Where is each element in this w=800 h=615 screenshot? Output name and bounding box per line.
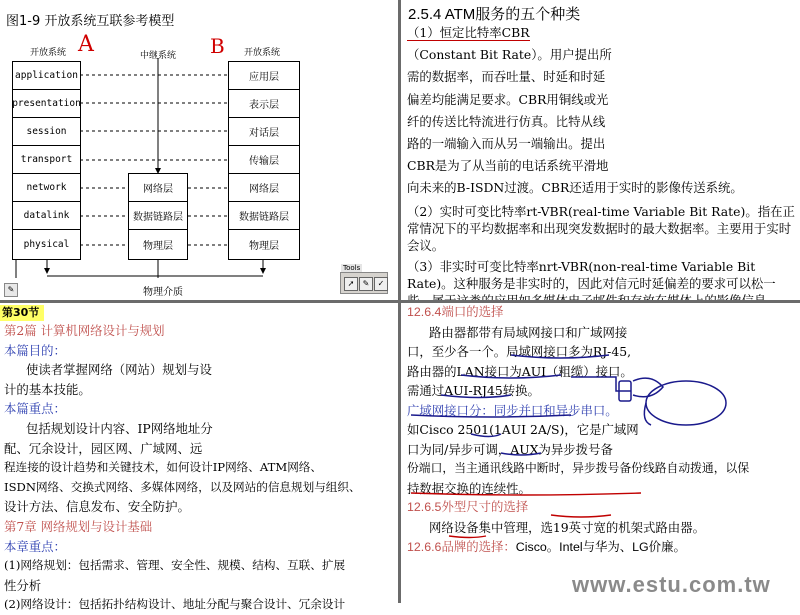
site-watermark: www.estu.com.tw: [572, 572, 771, 597]
text-line: CBR是为了从当前的电话系统平滑地: [407, 158, 609, 174]
text-line: 路由器的LAN接口为AUI（粗缆）接口。: [407, 363, 633, 379]
layer-session: session: [12, 117, 81, 146]
text-line: 程连接的设计趋势和关键技术，如何设计IP网络、ATM网络、: [4, 460, 322, 475]
relay-network-layer: 网络层: [128, 173, 188, 202]
text-line: (1)网络规划：包括需求、管理、安全性、规模、结构、互联、扩展: [4, 558, 346, 573]
text-line: (2)网络设计：包括拓扑结构设计、地址分配与聚合设计、冗余设计: [4, 597, 346, 612]
tools-title: Tools: [343, 264, 361, 272]
text-line: 网络设备集中管理，选19英寸宽的机架式路由器。: [429, 519, 705, 535]
text-line: 包括规划设计内容、IP网络地址分: [26, 420, 213, 436]
text-line: 偏差均能满足要求。CBR用铜线或光: [407, 91, 609, 107]
text-line: 向未来的B-ISDN过渡。CBR还适用于实时的影像传送系统。: [407, 180, 743, 196]
cbr-title: （1）恒定比特率CBR: [407, 25, 530, 40]
relay-physical-layer: 物理层: [128, 229, 188, 260]
text-line: 路的一端输入而从另一端输出。提出: [407, 136, 606, 152]
layer-transport: transport: [12, 145, 81, 174]
right-layer-datalink: 数据链路层: [228, 201, 300, 230]
right-layer-transport: 传输层: [228, 145, 300, 174]
pen-tool-icon[interactable]: ✎: [4, 283, 18, 297]
text-line: 如Cisco 2501(1AUI 2A/S)，它是广域网: [407, 422, 639, 437]
handwritten-a: A: [78, 32, 94, 57]
text-line: 配、冗余设计，园区网、广域网、远: [4, 440, 203, 456]
figure-title: 图1-9 开放系统互联参考模型: [6, 14, 175, 29]
rt-vbr-paragraph: （2）实时可变比特率rt-VBR(real-time Variable Bit Rate)。指在正常情况下的平均数据率和出现突发数据时的最大数据率。主要用于实时会议。: [407, 203, 795, 253]
text-line: [407, 22, 795, 44]
relay-system-label: 中继系统: [140, 51, 177, 61]
text-line: （Constant Bit Rate）。用户提出所: [407, 47, 612, 63]
brand-text: Cisco。Intel与华为、LG价廉。: [515, 540, 686, 554]
osi-diagram-panel: [0, 0, 398, 300]
brand-heading: 12.6.6品牌的选择：: [407, 540, 516, 554]
right-layer-session: 对话层: [228, 117, 300, 146]
size-selection-heading: 12.6.5外型尺寸的选择: [407, 500, 529, 514]
right-layer-network: 网络层: [228, 173, 300, 202]
layer-application: application: [12, 61, 81, 90]
layer-datalink: datalink: [12, 201, 81, 230]
layer-physical: physical: [12, 229, 81, 260]
open-system-left-label: 开放系统: [30, 48, 67, 58]
atm-services-panel: [401, 0, 800, 300]
port-selection-heading: 12.6.4端口的选择: [407, 305, 504, 319]
physical-medium-label: 物理介质: [143, 287, 183, 298]
purpose-heading: 本篇目的：: [4, 342, 66, 358]
text-line: 口，至少各一个。局域网接口多为RJ-45,: [407, 344, 632, 359]
handwritten-b: B: [210, 34, 225, 58]
text-line: 口为同/异步可调，AUX为异步拨号备: [407, 441, 613, 457]
text-line: 计的基本技能。: [4, 381, 91, 397]
text-line: 性分析: [4, 577, 42, 593]
layer-network: network: [12, 173, 81, 202]
text-line: 需的数据率，而吞吐量、时延和时延: [407, 69, 606, 85]
text-line: 路由器都带有局域网接口和广域网接: [429, 324, 628, 340]
chapter-title: 第7章 网络规划与设计基础: [4, 518, 153, 534]
text-line: 设计方法、信息发布、安全防护。: [4, 499, 190, 515]
text-line: 纤的传送比特流进行仿真。比特从线: [407, 113, 606, 129]
part-title: 第2篇 计算机网络设计与规划: [4, 323, 165, 338]
text-line: 持数据交换的连续性。: [407, 480, 531, 496]
router-selection-panel: [401, 303, 800, 603]
text-line: 份端口，当主通讯线路中断时，异步拨号备份线路自动拨通，以保: [407, 461, 750, 475]
pencil-icon[interactable]: ✎: [359, 277, 373, 291]
design-text-body: [4, 321, 396, 615]
section-badge: 第30节: [0, 305, 44, 321]
tools-palette[interactable]: [340, 264, 388, 294]
check-icon[interactable]: ✓: [374, 277, 388, 291]
chapter-focus-heading: 本章重点：: [4, 538, 66, 554]
text-line: 广域网接口分：同步并口和异步串口。: [407, 402, 618, 418]
relay-datalink-layer: 数据链路层: [128, 201, 188, 230]
nrt-vbr-paragraph: （3）非实时可变比特率nrt-VBR(non-real-time Variable Bit Rate)。这种服务是非实时的，因此对信元时延偏差的要求可以松一: [407, 258, 776, 291]
pointer-icon[interactable]: ➚: [344, 277, 358, 291]
horizontal-divider: [0, 300, 800, 303]
focus-heading: 本篇重点：: [4, 401, 66, 417]
layer-presentation: presentation: [12, 89, 81, 118]
open-system-right-label: 开放系统: [244, 48, 281, 58]
right-layer-physical: 物理层: [228, 229, 300, 260]
right-layer-presentation: 表示层: [228, 89, 300, 118]
right-layer-application: 应用层: [228, 61, 300, 90]
text-line: 需通过AUI-RJ45转换。: [407, 383, 540, 398]
atm-text-body: [407, 22, 795, 309]
text-line: 使读者掌握网络（网站）规划与设: [26, 362, 212, 378]
handwritten-annotations: [401, 303, 800, 603]
text-line: ISDN网络、交换式网络、多媒体网络，以及网站的信息规划与组织、: [4, 479, 361, 494]
network-design-panel: [0, 303, 398, 612]
section-heading: 2.5.4 ATM服务的五个种类: [408, 6, 581, 23]
